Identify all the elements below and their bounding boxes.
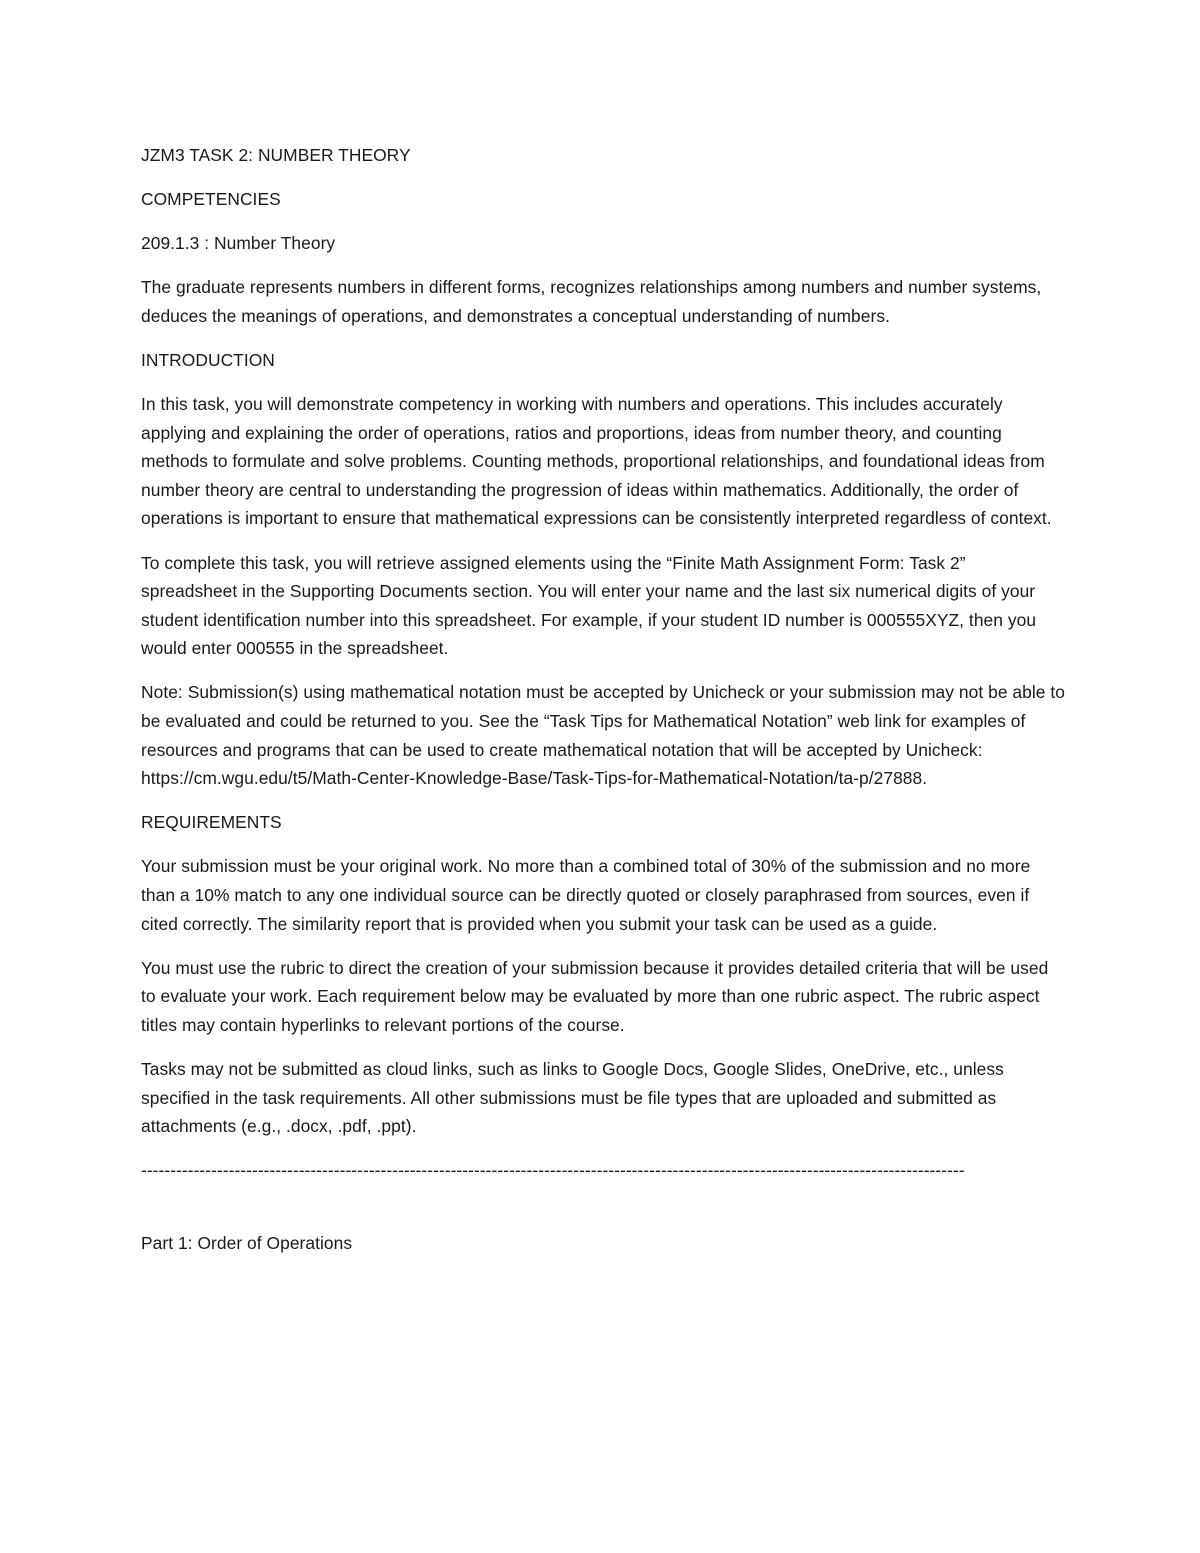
document-body xyxy=(141,141,1066,1273)
introduction-paragraph-2: To complete this task, you will retrieve assigned elements using the “Finite Math Assignment Form: Task 2” spreadsheet in the Supporting Documents section. You will enter your name and the last six numerical digits of your student identification number into this spreadsheet. For example, if your student ID number is 000555XYZ, then you would enter 000555 in the spreadsheet. xyxy=(141,552,1037,659)
introduction-heading: INTRODUCTION xyxy=(141,349,275,370)
dashed-divider: --------------------------------------------------------------------------------------------------------------------------------------------- xyxy=(141,1160,965,1181)
requirements-paragraph-2: You must use the rubric to direct the creation of your submission because it provides detailed criteria that will be used to evaluate your work. Each requirement below may be evaluated by more than one rubric aspect. The rubric aspect titles may contain hyperlinks to relevant portions of the course. xyxy=(141,957,1049,1035)
requirements-paragraph-1: Your submission must be your original work. No more than a combined total of 30% of the submission and no more than a 10% match to any one individual source can be directly quoted or closely paraphrased from sources, even if cited correctly. The similarity report that is provided when you submit your task can be used as a guide. xyxy=(141,856,1031,934)
part-1-heading: Part 1: Order of Operations xyxy=(141,1232,353,1253)
introduction-paragraph-3: Note: Submission(s) using mathematical notation must be accepted by Unicheck or your submission may not be able to be evaluated and could be returned to you. See the “Task Tips for Mathematical Notation” web link for examples of resources and programs that can be used to create mathematical notation that will be accepted by Unicheck: https://cm.wgu.edu/t5/Math-Center-Knowledge-Base/Task-Tips-for-Mathematical-Notation/ta-p/27888. xyxy=(141,682,1065,789)
document-title: JZM3 TASK 2: NUMBER THEORY xyxy=(141,145,411,165)
competency-label: 209.1.3 : Number Theory xyxy=(141,233,336,254)
section-spacer xyxy=(141,1185,1066,1229)
competency-description: The graduate represents numbers in different forms, recognizes relationships among numbers and number systems, deduces the meanings of operations, and demonstrates a conceptual understanding of numbers. xyxy=(141,277,1042,326)
introduction-paragraph-1: In this task, you will demonstrate competency in working with numbers and operations. This includes accurately applying and explaining the order of operations, ratios and proportions, ideas from number theory, and counting methods to formulate and solve problems. Counting methods, proportional relationships, and foundational ideas from number theory are central to understanding the progression of ideas within mathematics. Additionally, the order of operations is important to ensure that mathematical expressions can be consistently interpreted regardless of context. xyxy=(141,394,1052,529)
competencies-heading: COMPETENCIES xyxy=(141,189,281,210)
requirements-paragraph-3: Tasks may not be submitted as cloud links, such as links to Google Docs, Google Slides, OneDrive, etc., unless specified in the task requirements. All other submissions must be file types that are uploaded and submitted as attachments (e.g., .docx, .pdf, .ppt). xyxy=(141,1058,1004,1137)
requirements-heading: REQUIREMENTS xyxy=(141,812,282,833)
